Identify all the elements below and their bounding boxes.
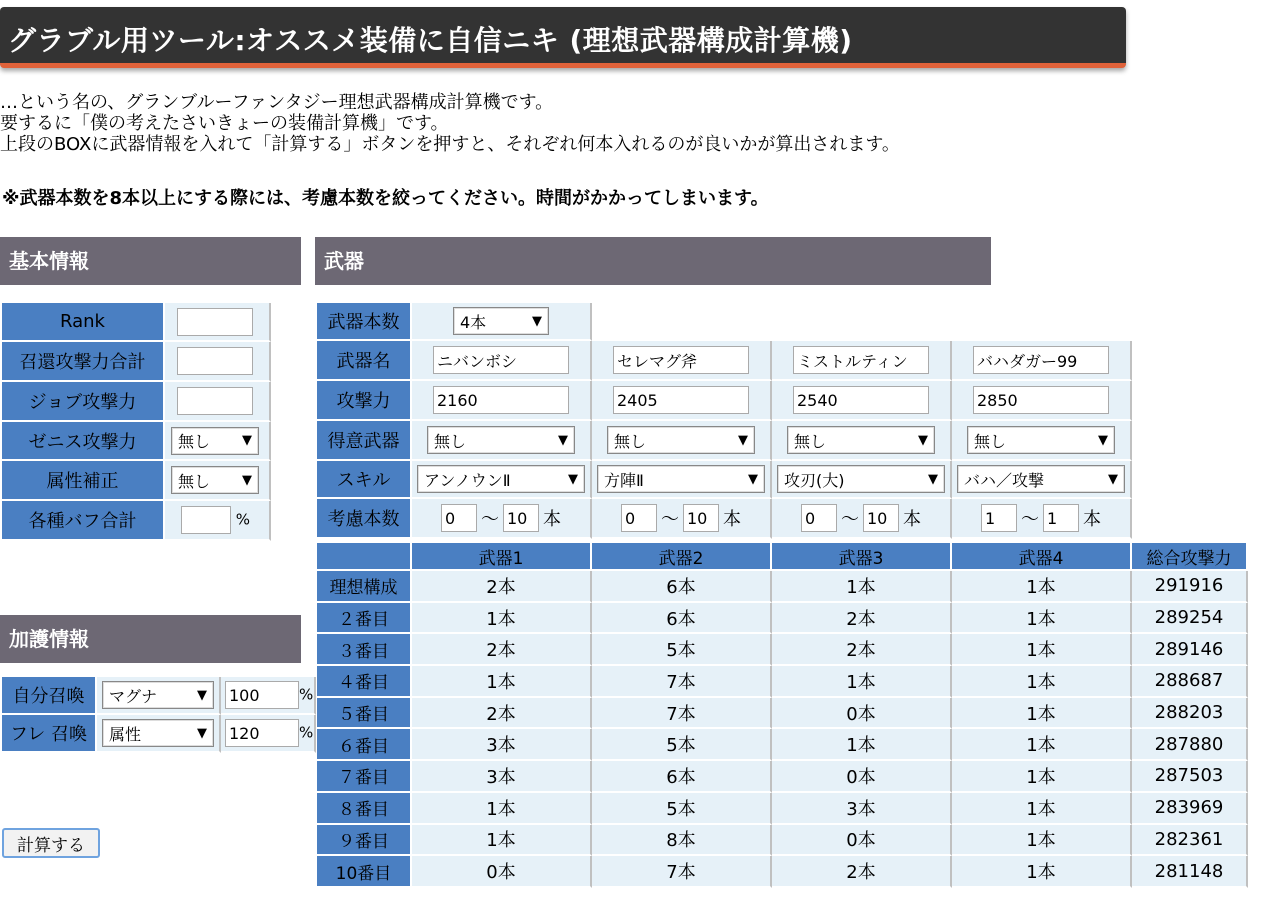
summon-attack-label: 召還攻撃力合計 bbox=[2, 342, 165, 382]
weapon-count-cell: 7本 bbox=[592, 856, 772, 888]
self-summon-input[interactable] bbox=[225, 681, 299, 709]
weapon-attack-input-2[interactable] bbox=[613, 386, 749, 414]
weapon-count-cell: 0本 bbox=[412, 856, 592, 888]
total-attack-cell: 291916 bbox=[1132, 571, 1248, 603]
chevron-down-icon: ▼ bbox=[197, 725, 207, 741]
table-row bbox=[317, 825, 1248, 857]
buff-total-label: 各種バフ合計 bbox=[2, 501, 165, 541]
table-row bbox=[317, 634, 1248, 666]
weapon-count-label: 武器本数 bbox=[317, 303, 412, 341]
weapon-count-cell: 2本 bbox=[412, 698, 592, 730]
skill-select-1[interactable]: アンノウンⅡ ▼ bbox=[417, 465, 585, 493]
title-bar bbox=[0, 7, 1126, 68]
consider-max-input-1[interactable] bbox=[503, 504, 539, 532]
table-row bbox=[317, 729, 1248, 761]
weapon-count-cell: 1本 bbox=[772, 571, 952, 603]
chevron-down-icon: ▼ bbox=[558, 432, 568, 448]
chevron-down-icon: ▼ bbox=[918, 432, 928, 448]
results-header-weapon-4: 武器4 bbox=[952, 543, 1132, 571]
total-attack-cell: 283969 bbox=[1132, 793, 1248, 825]
buff-unit: % bbox=[235, 510, 251, 529]
chevron-down-icon: ▼ bbox=[738, 432, 748, 448]
total-attack-cell: 288203 bbox=[1132, 698, 1248, 730]
weapon-count-cell: 8本 bbox=[592, 825, 772, 857]
weapon-count-cell: 0本 bbox=[772, 825, 952, 857]
rank-label: ８番目 bbox=[317, 793, 412, 825]
specialty-select-2[interactable]: 無し ▼ bbox=[607, 426, 755, 454]
intro-text bbox=[0, 92, 900, 155]
weapon-count-cell: 2本 bbox=[412, 634, 592, 666]
job-attack-label: ジョブ攻撃力 bbox=[2, 382, 165, 422]
consider-range-3: 0 〜 10 本 bbox=[772, 504, 950, 532]
intro-line-1: …という名の、グランブルーファンタジー理想武器構成計算機です。 bbox=[0, 92, 554, 113]
basic-info-header: 基本情報 bbox=[0, 237, 301, 285]
weapon-count-cell: 6本 bbox=[592, 603, 772, 635]
weapon-specialty-label: 得意武器 bbox=[317, 421, 412, 461]
consider-min-input-1[interactable] bbox=[441, 504, 477, 532]
friend-summon-label: フレ 召喚 bbox=[2, 715, 97, 753]
chevron-down-icon: ▼ bbox=[242, 472, 252, 488]
rank-label: ５番目 bbox=[317, 698, 412, 730]
weapon-count-cell: 1本 bbox=[412, 666, 592, 698]
weapon-count-cell: 6本 bbox=[592, 571, 772, 603]
results-header-weapon-2: 武器2 bbox=[592, 543, 772, 571]
results-header-total: 総合攻撃力 bbox=[1132, 543, 1248, 571]
weapon-header: 武器 bbox=[315, 237, 991, 285]
weapon-count-cell: 1本 bbox=[952, 793, 1132, 825]
weapon-count-cell: 1本 bbox=[952, 666, 1132, 698]
skill-select-4[interactable]: バハ／攻撃 ▼ bbox=[957, 465, 1125, 493]
total-attack-cell: 289146 bbox=[1132, 634, 1248, 666]
weapon-count-cell: 3本 bbox=[772, 793, 952, 825]
summon-attack-input[interactable] bbox=[177, 347, 253, 375]
weapon-count-cell: 1本 bbox=[952, 571, 1132, 603]
weapon-count-select[interactable]: 4本 ▼ bbox=[453, 307, 549, 335]
specialty-select-3[interactable]: 無し ▼ bbox=[787, 426, 935, 454]
total-attack-cell: 287503 bbox=[1132, 761, 1248, 793]
intro-line-3: 上段のBOXに武器情報を入れて「計算する」ボタンを押すと、それぞれ何本入れるのが良いかが算出されます。 bbox=[0, 134, 900, 155]
specialty-select-4[interactable]: 無し ▼ bbox=[967, 426, 1115, 454]
chevron-down-icon: ▼ bbox=[748, 471, 758, 487]
rank-label: 10番目 bbox=[317, 856, 412, 888]
weapon-skill-label: スキル bbox=[317, 461, 412, 499]
rank-label: ２番目 bbox=[317, 603, 412, 635]
weapon-attack-input-1[interactable] bbox=[433, 386, 569, 414]
rank-label: ９番目 bbox=[317, 825, 412, 857]
weapon-name-input-2[interactable] bbox=[613, 346, 749, 374]
weapon-name-input-3[interactable] bbox=[793, 346, 929, 374]
weapon-count-cell: 2本 bbox=[772, 634, 952, 666]
weapon-count-cell: 5本 bbox=[592, 634, 772, 666]
rank-label: ４番目 bbox=[317, 666, 412, 698]
table-row bbox=[317, 856, 1248, 888]
chevron-down-icon: ▼ bbox=[568, 471, 578, 487]
consider-min-input-2[interactable] bbox=[621, 504, 657, 532]
weapon-count-cell: 1本 bbox=[412, 825, 592, 857]
element-select[interactable]: 無し ▼ bbox=[171, 466, 259, 494]
weapon-count-cell: 0本 bbox=[772, 761, 952, 793]
specialty-select-1[interactable]: 無し ▼ bbox=[427, 426, 575, 454]
table-row bbox=[317, 698, 1248, 730]
chevron-down-icon: ▼ bbox=[1108, 471, 1118, 487]
weapon-count-cell: 6本 bbox=[592, 761, 772, 793]
calculate-button[interactable]: 計算する bbox=[2, 828, 100, 858]
weapon-count-cell: 3本 bbox=[412, 729, 592, 761]
consider-count-label: 考慮本数 bbox=[317, 499, 412, 539]
weapon-count-cell: 1本 bbox=[952, 856, 1132, 888]
rank-label: Rank bbox=[2, 303, 165, 342]
total-attack-cell: 287880 bbox=[1132, 729, 1248, 761]
weapon-count-cell: 1本 bbox=[412, 603, 592, 635]
results-table bbox=[317, 543, 1248, 888]
friend-summon-select[interactable]: 属性 ▼ bbox=[102, 719, 214, 747]
zenith-attack-label: ゼニス攻撃力 bbox=[2, 422, 165, 461]
results-header-weapon-3: 武器3 bbox=[772, 543, 952, 571]
results-body bbox=[317, 571, 1248, 888]
chevron-down-icon: ▼ bbox=[242, 433, 252, 448]
consider-range-2: 0 〜 10 本 bbox=[592, 504, 770, 532]
weapon-count-cell: 2本 bbox=[772, 603, 952, 635]
rank-label: 理想構成 bbox=[317, 571, 412, 603]
chevron-down-icon: ▼ bbox=[197, 687, 207, 703]
weapon-count-cell: 1本 bbox=[952, 603, 1132, 635]
page-title: グラブル用ツール:オススメ装備に自信ニキ (理想武器構成計算機) bbox=[8, 24, 853, 57]
weapon-count-cell: 1本 bbox=[952, 761, 1132, 793]
results-header-weapon-1: 武器1 bbox=[412, 543, 592, 571]
self-summon-label: 自分召喚 bbox=[2, 677, 97, 715]
weapon-count-cell: 7本 bbox=[592, 698, 772, 730]
blessing-table: 自分召喚 マグナ ▼ 100 % フレ 召喚 属性 ▼ 120 % bbox=[2, 677, 316, 753]
chevron-down-icon: ▼ bbox=[928, 471, 938, 487]
weapon-count-cell: 2本 bbox=[412, 571, 592, 603]
table-row bbox=[317, 761, 1248, 793]
weapon-name-input-4[interactable] bbox=[973, 346, 1109, 374]
total-attack-cell: 289254 bbox=[1132, 603, 1248, 635]
rank-label: ３番目 bbox=[317, 634, 412, 666]
blessing-info-header: 加護情報 bbox=[0, 615, 301, 663]
total-attack-cell: 282361 bbox=[1132, 825, 1248, 857]
job-attack-input[interactable] bbox=[177, 387, 253, 415]
weapon-name-label: 武器名 bbox=[317, 341, 412, 381]
weapon-count-cell: 1本 bbox=[952, 698, 1132, 730]
consider-max-input-4[interactable] bbox=[1043, 504, 1079, 532]
weapon-count-cell: 1本 bbox=[772, 729, 952, 761]
weapon-table bbox=[317, 303, 1132, 539]
consider-range-1: 0 〜 10 本 bbox=[412, 504, 590, 532]
chevron-down-icon: ▼ bbox=[1098, 432, 1108, 448]
weapon-count-cell: 7本 bbox=[592, 666, 772, 698]
weapon-name-input-1[interactable] bbox=[433, 346, 569, 374]
friend-summon-input[interactable] bbox=[225, 719, 299, 747]
basic-info-table bbox=[2, 303, 271, 541]
results-header-blank bbox=[317, 543, 412, 571]
consider-max-input-2[interactable] bbox=[683, 504, 719, 532]
consider-min-input-3[interactable] bbox=[801, 504, 837, 532]
weapon-count-cell: 2本 bbox=[772, 856, 952, 888]
skill-select-3[interactable]: 攻刃(大) ▼ bbox=[777, 465, 945, 493]
total-attack-cell: 281148 bbox=[1132, 856, 1248, 888]
weapon-count-cell: 1本 bbox=[412, 793, 592, 825]
buff-total-input[interactable] bbox=[181, 506, 231, 534]
consider-min-input-4[interactable] bbox=[981, 504, 1017, 532]
weapon-attack-input-4[interactable] bbox=[973, 386, 1109, 414]
weapon-count-cell: 1本 bbox=[952, 825, 1132, 857]
rank-label: ６番目 bbox=[317, 729, 412, 761]
self-summon-select[interactable]: マグナ ▼ bbox=[102, 681, 214, 709]
zenith-select[interactable]: 無し ▼ bbox=[171, 427, 259, 455]
warning-text: ※武器本数を8本以上にする際には、考慮本数を絞ってください。時間がかかってしまいます。 bbox=[2, 188, 769, 209]
weapon-count-cell: 0本 bbox=[772, 698, 952, 730]
weapon-count-cell: 1本 bbox=[952, 634, 1132, 666]
weapon-count-cell: 5本 bbox=[592, 729, 772, 761]
rank-input[interactable] bbox=[177, 308, 253, 336]
element-bonus-label: 属性補正 bbox=[2, 461, 165, 501]
table-row bbox=[317, 666, 1248, 698]
weapon-count-cell: 3本 bbox=[412, 761, 592, 793]
table-row bbox=[317, 603, 1248, 635]
weapon-count-cell: 5本 bbox=[592, 793, 772, 825]
consider-range-4: 1 〜 1 本 bbox=[952, 504, 1130, 532]
rank-label: ７番目 bbox=[317, 761, 412, 793]
consider-max-input-3[interactable] bbox=[863, 504, 899, 532]
weapon-count-cell: 1本 bbox=[952, 729, 1132, 761]
weapon-count-cell: 1本 bbox=[772, 666, 952, 698]
skill-select-2[interactable]: 方陣Ⅱ ▼ bbox=[597, 465, 765, 493]
weapon-attack-label: 攻撃力 bbox=[317, 381, 412, 421]
total-attack-cell: 288687 bbox=[1132, 666, 1248, 698]
table-row bbox=[317, 793, 1248, 825]
table-row bbox=[317, 571, 1248, 603]
chevron-down-icon: ▼ bbox=[532, 313, 542, 329]
intro-line-2: 要するに「僕の考えたさいきょーの装備計算機」です。 bbox=[0, 113, 449, 134]
weapon-attack-input-3[interactable] bbox=[793, 386, 929, 414]
